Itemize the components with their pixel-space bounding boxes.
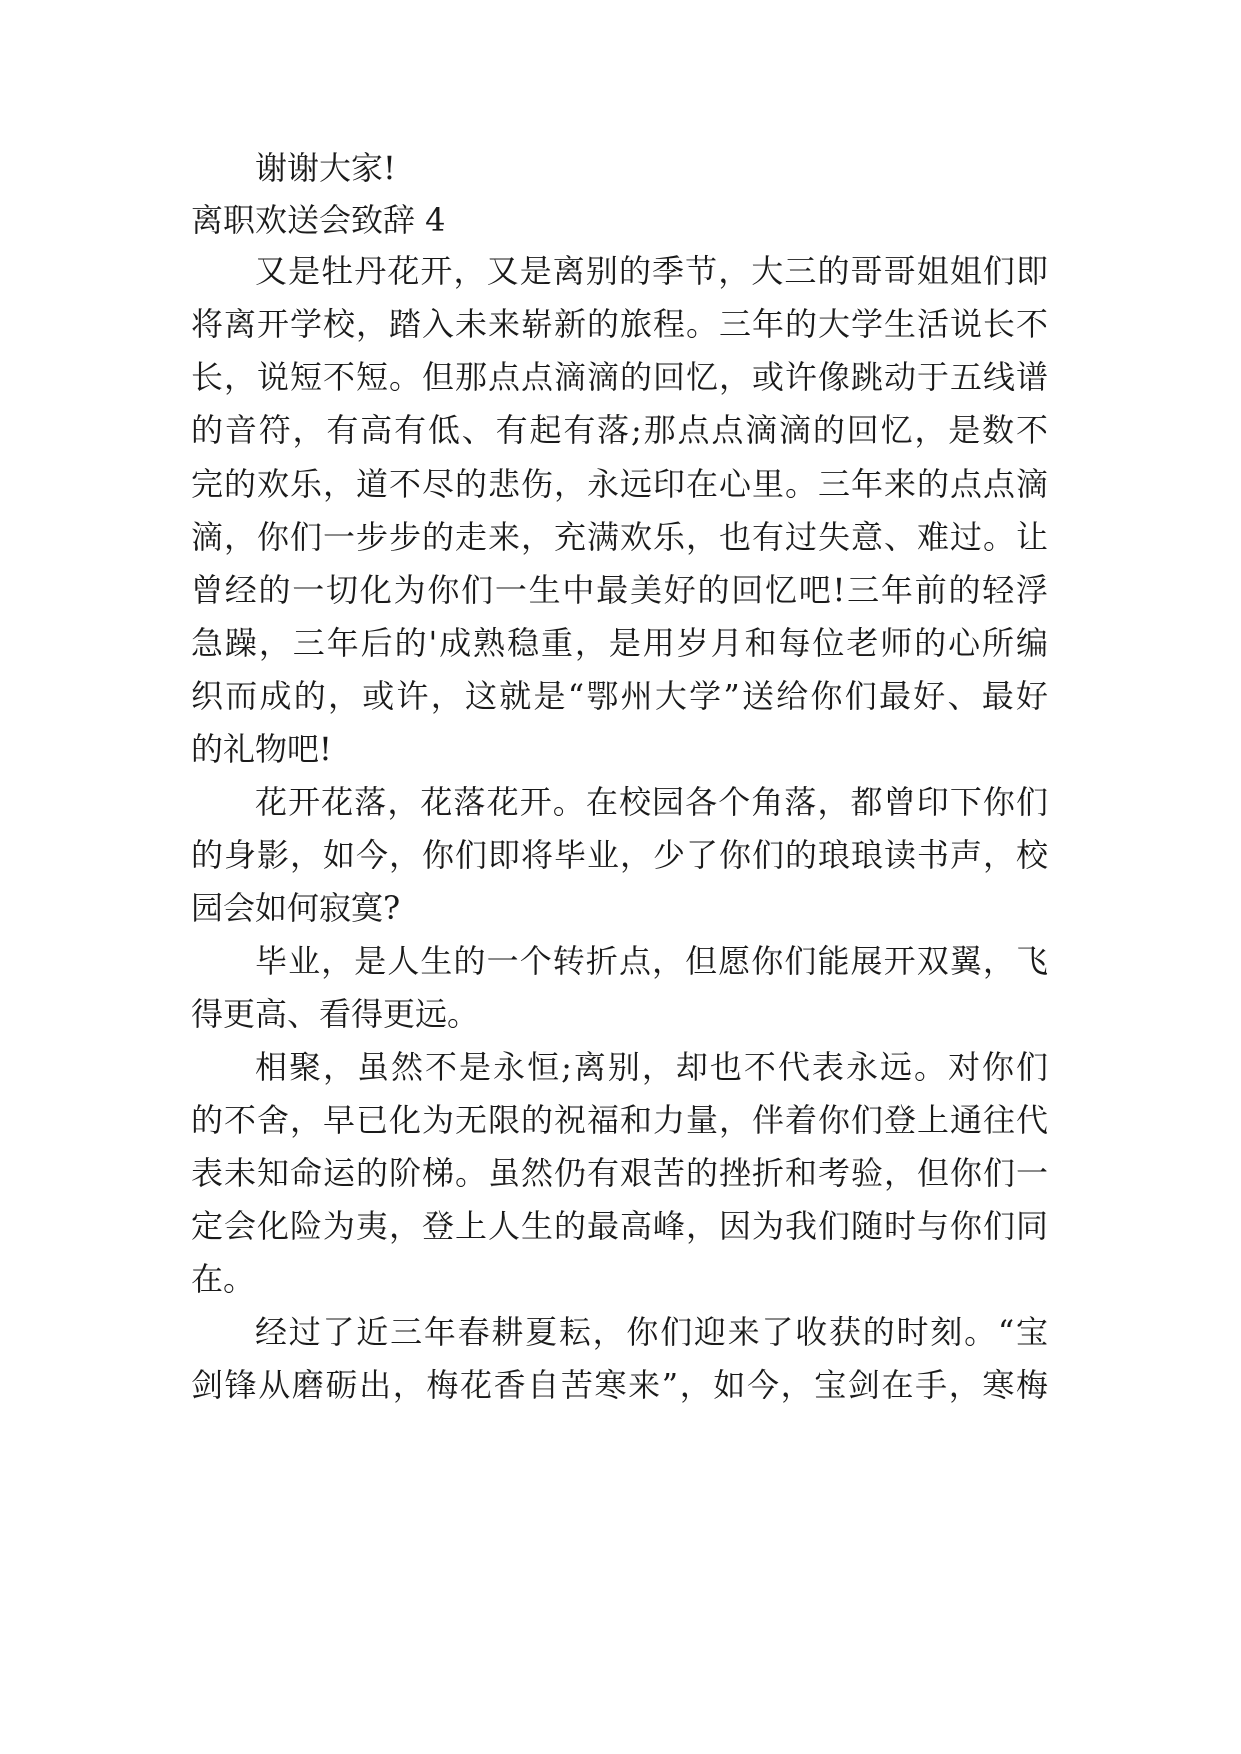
paragraph-line: 园会如何寂寞? xyxy=(191,889,401,927)
paragraph-line: 织而成的，或许，这就是“鄂州大学”送给你们最好、最好 xyxy=(191,677,1048,715)
paragraph-line: 曾经的一切化为你们一生中最美好的回忆吧!三年前的轻浮 xyxy=(191,571,1048,609)
paragraph-line: 在。 xyxy=(191,1260,256,1298)
paragraph-line: 的礼物吧! xyxy=(191,730,332,768)
closing-line: 谢谢大家! xyxy=(255,149,396,187)
paragraph-line: 长，说短不短。但那点点滴滴的回忆，或许像跳动于五线谱 xyxy=(191,358,1048,396)
paragraph-line: 定会化险为夷，登上人生的最高峰，因为我们随时与你们同 xyxy=(191,1207,1048,1245)
paragraph-line: 的身影，如今，你们即将毕业，少了你们的琅琅读书声，校 xyxy=(191,836,1048,874)
paragraph-line: 相聚，虽然不是永恒;离别，却也不代表永远。对你们 xyxy=(255,1048,1048,1086)
paragraph-line: 急躁，三年后的'成熟稳重，是用岁月和每位老师的心所编 xyxy=(191,624,1048,662)
paragraph-line: 剑锋从磨砺出，梅花香自苦寒来”，如今，宝剑在手，寒梅 xyxy=(191,1366,1048,1404)
paragraph-line: 花开花落，花落花开。在校园各个角落，都曾印下你们 xyxy=(255,783,1048,821)
paragraph-line: 得更高、看得更远。 xyxy=(191,995,480,1033)
paragraph-line: 毕业，是人生的一个转折点，但愿你们能展开双翼，飞 xyxy=(255,942,1048,980)
section-heading: 离职欢送会致辞 4 xyxy=(191,201,446,239)
paragraph-line: 的不舍，早已化为无限的祝福和力量，伴着你们登上通往代 xyxy=(191,1101,1048,1139)
paragraph-line: 又是牡丹花开，又是离别的季节，大三的哥哥姐姐们即 xyxy=(255,252,1048,290)
paragraph-line: 完的欢乐，道不尽的悲伤，永远印在心里。三年来的点点滴 xyxy=(191,465,1048,503)
paragraph-line: 滴，你们一步步的走来，充满欢乐，也有过失意、难过。让 xyxy=(191,518,1048,556)
paragraph-line: 表未知命运的阶梯。虽然仍有艰苦的挫折和考验，但你们一 xyxy=(191,1154,1048,1192)
paragraph-line: 的音符，有高有低、有起有落;那点点滴滴的回忆，是数不 xyxy=(191,411,1048,449)
paragraph-line: 经过了近三年春耕夏耘，你们迎来了收获的时刻。“宝 xyxy=(255,1313,1048,1351)
paragraph-line: 将离开学校，踏入未来崭新的旅程。三年的大学生活说长不 xyxy=(191,305,1048,343)
